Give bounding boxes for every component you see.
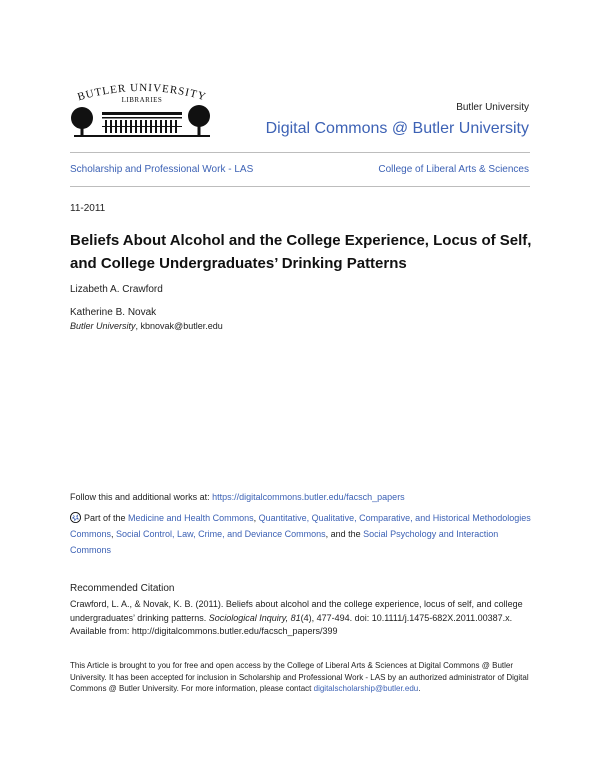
author-email: , kbnovak@butler.edu	[135, 321, 223, 331]
citation-heading: Recommended Citation	[70, 583, 175, 594]
separator: ,	[253, 513, 259, 523]
follow-line	[70, 492, 405, 502]
follow-prefix: Follow this and additional works at:	[70, 492, 213, 502]
citation-part: (4), 477-494. doi: 10.1111/j.1475-682X.2011.00387.x. Available from: http://digitalcommons.butler.edu/facsch_papers/399	[70, 612, 513, 636]
publication-date: 11-2011	[70, 203, 106, 214]
access-end: .	[418, 684, 421, 693]
repository-link[interactable]: Digital Commons @ Butler University	[265, 120, 529, 137]
part-of-prefix: Part of the	[84, 513, 129, 523]
series-link[interactable]: Scholarship and Professional Work - LAS	[70, 164, 254, 175]
access-statement	[70, 660, 532, 695]
citation-journal: Sociological Inquiry, 81	[208, 612, 301, 623]
commons-link[interactable]: Social Control, Law, Crime, and Deviance Commons	[116, 529, 326, 539]
top-divider	[70, 152, 530, 153]
commons-link[interactable]: Social Psychology and Interaction Commons	[70, 529, 499, 555]
article-title: Beliefs About Alcohol and the College Experience, Locus of Self, and College Undergraduates’ Drinking Patterns	[70, 232, 532, 272]
commons-link[interactable]: Medicine and Health Commons	[128, 513, 254, 523]
author-name: Lizabeth A. Crawford	[70, 284, 163, 295]
author-affiliation	[70, 321, 223, 331]
part-of-commons	[70, 510, 535, 558]
nav-divider	[70, 186, 530, 187]
institution-name: Butler University	[456, 102, 529, 113]
logo-arc-text: BUTLER UNIVERSITY	[76, 81, 208, 104]
college-link[interactable]: College of Liberal Arts & Sciences	[378, 164, 529, 175]
citation-part: Crawford, L. A., & Novak, K. B. (2011). Beliefs about alcohol and the college experience, locus of self, and college undergraduates’ drinking patterns.	[70, 599, 523, 623]
butler-libraries-logo	[68, 80, 216, 142]
separator: , and the	[325, 529, 364, 539]
open-access-icon	[70, 512, 81, 523]
commons-link[interactable]: Quantitative, Qualitative, Comparative, and Historical Methodologies Commons	[70, 513, 531, 539]
access-text: This Article is brought to you for free and open access by the College of Liberal Arts & Sciences at Digital Commons @ Butler University. It has been accepted for inclusion in Scholarship and Professional Work - LAS by an authorized administrator of Digital Commons @ Butler University. For more information, please contact	[70, 661, 529, 693]
contact-email-link[interactable]: digitalscholarship@butler.edu	[313, 684, 419, 693]
collection-url-link[interactable]: https://digitalcommons.butler.edu/facsch_papers	[212, 492, 405, 502]
citation-text	[70, 598, 535, 639]
affiliation-name: Butler University	[70, 321, 136, 331]
separator: ,	[111, 529, 117, 539]
logo-graphic	[68, 80, 216, 142]
author-name: Katherine B. Novak	[70, 307, 157, 318]
logo-sub-text: LIBRARIES	[121, 96, 163, 104]
